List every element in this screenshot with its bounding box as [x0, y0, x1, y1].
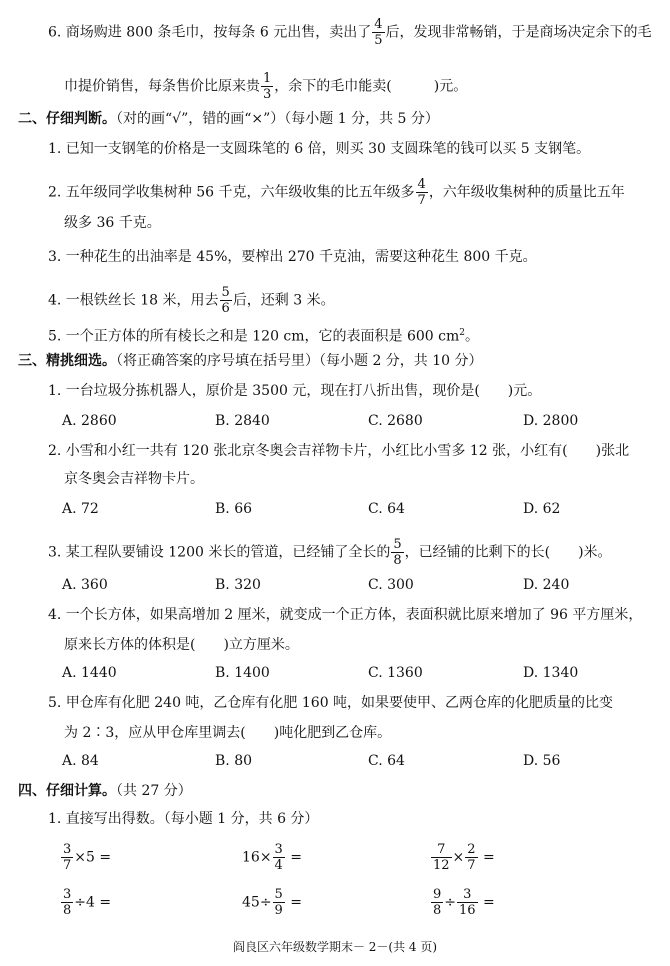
calc-item: [242, 888, 302, 917]
text: ，余下的毛巾能卖( )元。: [274, 78, 468, 95]
section-3-heading: [18, 352, 483, 370]
denominator: 4: [274, 858, 283, 873]
section-2-heading: [18, 110, 439, 128]
choice-q5-option-c: C. 64: [368, 753, 405, 769]
choice-q2-option-b: B. 66: [215, 501, 253, 517]
fraction: [465, 843, 477, 872]
choice-q3-option-b: B. 320: [215, 577, 261, 593]
choice-q5-option-b: B. 80: [215, 753, 253, 769]
choice-q1-option-c: C. 2680: [368, 413, 423, 429]
superscript: 2: [459, 328, 466, 338]
choice-q5-option-d: D. 56: [523, 753, 561, 769]
expression-tail: =: [285, 894, 303, 911]
choice-q1-option-b: B. 2840: [215, 413, 270, 429]
numerator: 4: [374, 17, 383, 32]
choice-q4-option-a: A. 1440: [62, 665, 117, 681]
choice-q4-line2: 原来长方体的体积是( )立方厘米。: [64, 637, 299, 653]
judge-q3: 3. 一种花生的出油率是 45%，要榨出 270 千克油，需要这种花生 800 千克。: [48, 249, 537, 265]
numerator: 3: [274, 842, 283, 857]
text: 6. 商场购进 800 条毛巾，按每条 6 元出售，卖出了: [48, 24, 372, 41]
denominator: 8: [433, 903, 442, 918]
fraction: [261, 72, 273, 101]
section-note: （对的画“√”，错的画“×”）（每小题 1 分，共 5 分）: [116, 111, 439, 127]
numerator: 2: [467, 842, 476, 857]
fraction: [431, 843, 452, 872]
operator: ÷: [444, 894, 457, 911]
section-title: 四、仔细计算。: [18, 783, 116, 799]
text: 5. 一个正方体的所有棱长之和是 120 cm，它的表面积是 600 cm: [48, 328, 460, 345]
calc-item: [430, 888, 495, 917]
section-note: （将正确答案的序号填在括号里）（每小题 2 分，共 10 分）: [116, 353, 483, 369]
expression-tail: =: [478, 849, 495, 866]
numerator: 3: [63, 842, 72, 857]
numerator: 5: [274, 887, 283, 902]
page-footer: 阎良区六年级数学期末－ 2－(共 4 页): [232, 940, 438, 954]
choice-q2-line1: 2. 小雪和小红一共有 120 张北京冬奥会吉祥物卡片，小红比小雪多 12 张，小红有( )张北: [48, 443, 630, 459]
judge-q4: [48, 286, 335, 315]
choice-q1: 1. 一台垃圾分拣机器人，原价是 3500 元，现在打八折出售，现价是( )元。: [48, 383, 542, 399]
section-4-heading: [18, 782, 192, 800]
choice-q3-option-d: D. 240: [523, 577, 570, 593]
choice-q2-option-c: C. 64: [368, 501, 405, 517]
fraction: [391, 538, 403, 567]
text: 巾提价销售，每条售价比原来贵: [64, 78, 260, 95]
choice-q2-line2: 京冬奥会吉祥物卡片。: [64, 471, 204, 487]
judge-q2-line1: [48, 178, 625, 207]
choice-q3: [48, 538, 612, 567]
expression-tail: ÷4 =: [74, 894, 112, 911]
fraction: [372, 18, 384, 47]
text: 3. 某工程队要铺设 1200 米长的管道，已经铺了全长的: [48, 544, 391, 561]
choice-q2-option-a: A. 72: [62, 501, 99, 517]
choice-q5-line1: 5. 甲仓库有化肥 240 吨，乙仓库有化肥 160 吨，如果要使甲、乙两仓库的化肥质量的比变: [48, 695, 614, 711]
choice-q3-option-a: A. 360: [62, 577, 108, 593]
denominator: 7: [467, 858, 476, 873]
denominator: 7: [417, 193, 426, 208]
text: ，已经铺的比剩下的长( )米。: [404, 544, 612, 561]
denominator: 8: [393, 553, 402, 568]
choice-q4-option-b: B. 1400: [215, 665, 270, 681]
choice-q3-option-c: C. 300: [368, 577, 414, 593]
section-title: 三、精挑细选。: [18, 353, 116, 369]
fraction: [431, 888, 443, 917]
denominator: 9: [274, 903, 283, 918]
fraction: [273, 843, 285, 872]
fraction: [61, 843, 73, 872]
numerator: 5: [221, 285, 230, 300]
numerator: 5: [393, 537, 402, 552]
question-6-line1: [48, 18, 652, 47]
operator: ×: [452, 849, 465, 866]
denominator: 8: [63, 903, 72, 918]
section-title: 二、仔细判断。: [18, 111, 116, 127]
text: 2. 五年级同学收集树种 56 千克，六年级收集的比五年级多: [48, 184, 415, 201]
choice-q1-option-d: D. 2800: [523, 413, 579, 429]
expression-head: 45÷: [242, 894, 272, 911]
numerator: 3: [63, 887, 72, 902]
choice-q1-option-a: A. 2860: [62, 413, 117, 429]
choice-q4-option-d: D. 1340: [523, 665, 579, 681]
numerator: 1: [263, 71, 272, 86]
numerator: 9: [433, 887, 442, 902]
calc-item: [242, 843, 302, 872]
denominator: 5: [374, 33, 383, 48]
expression-tail: ×5 =: [74, 849, 112, 866]
numerator: 7: [431, 843, 452, 858]
denominator: 3: [263, 87, 272, 102]
calc-item: [60, 843, 111, 872]
choice-q4-line1: 4. 一个长方体，如果高增加 2 厘米，就变成一个正方体，表面积就比原来增加了 96 平方厘米，: [48, 607, 643, 623]
fraction: [416, 178, 428, 207]
denominator: 7: [63, 858, 72, 873]
choice-q5-option-a: A. 84: [62, 753, 99, 769]
calc-item: [60, 888, 111, 917]
numerator: 4: [417, 177, 426, 192]
fraction: [457, 888, 478, 917]
calc-item: [430, 843, 495, 872]
text: 。: [465, 328, 480, 345]
text: 后，还剩 3 米。: [232, 292, 335, 309]
judge-q5: [48, 324, 479, 346]
fraction: [220, 286, 232, 315]
denominator: 6: [221, 301, 230, 316]
fraction: [273, 888, 285, 917]
fraction: [61, 888, 73, 917]
judge-q2-line2: 级多 36 千克。: [64, 215, 161, 231]
expression-tail: =: [478, 894, 495, 911]
choice-q2-option-d: D. 62: [523, 501, 561, 517]
calc-q1: 1. 直接写出得数。（每小题 1 分，共 6 分）: [48, 811, 319, 827]
text: ，六年级收集树种的质量比五年: [428, 184, 625, 201]
denominator: 12: [433, 858, 450, 873]
expression-head: 16×: [242, 849, 272, 866]
numerator: 3: [457, 888, 478, 903]
text: 后，发现非常畅销，于是商场决定余下的毛: [385, 24, 652, 41]
choice-q4-option-c: C. 1360: [368, 665, 423, 681]
expression-tail: =: [285, 849, 303, 866]
denominator: 16: [459, 903, 476, 918]
text: 4. 一根铁丝长 18 米，用去: [48, 292, 219, 309]
section-note: （共 27 分）: [116, 783, 192, 799]
judge-q1: 1. 已知一支钢笔的价格是一支圆珠笔的 6 倍，则买 30 支圆珠笔的钱可以买 5 支钢笔。: [48, 141, 591, 157]
choice-q5-line2: 为 2∶3，应从甲仓库里调去( )吨化肥到乙仓库。: [64, 725, 392, 741]
question-6-line2: [64, 72, 467, 101]
